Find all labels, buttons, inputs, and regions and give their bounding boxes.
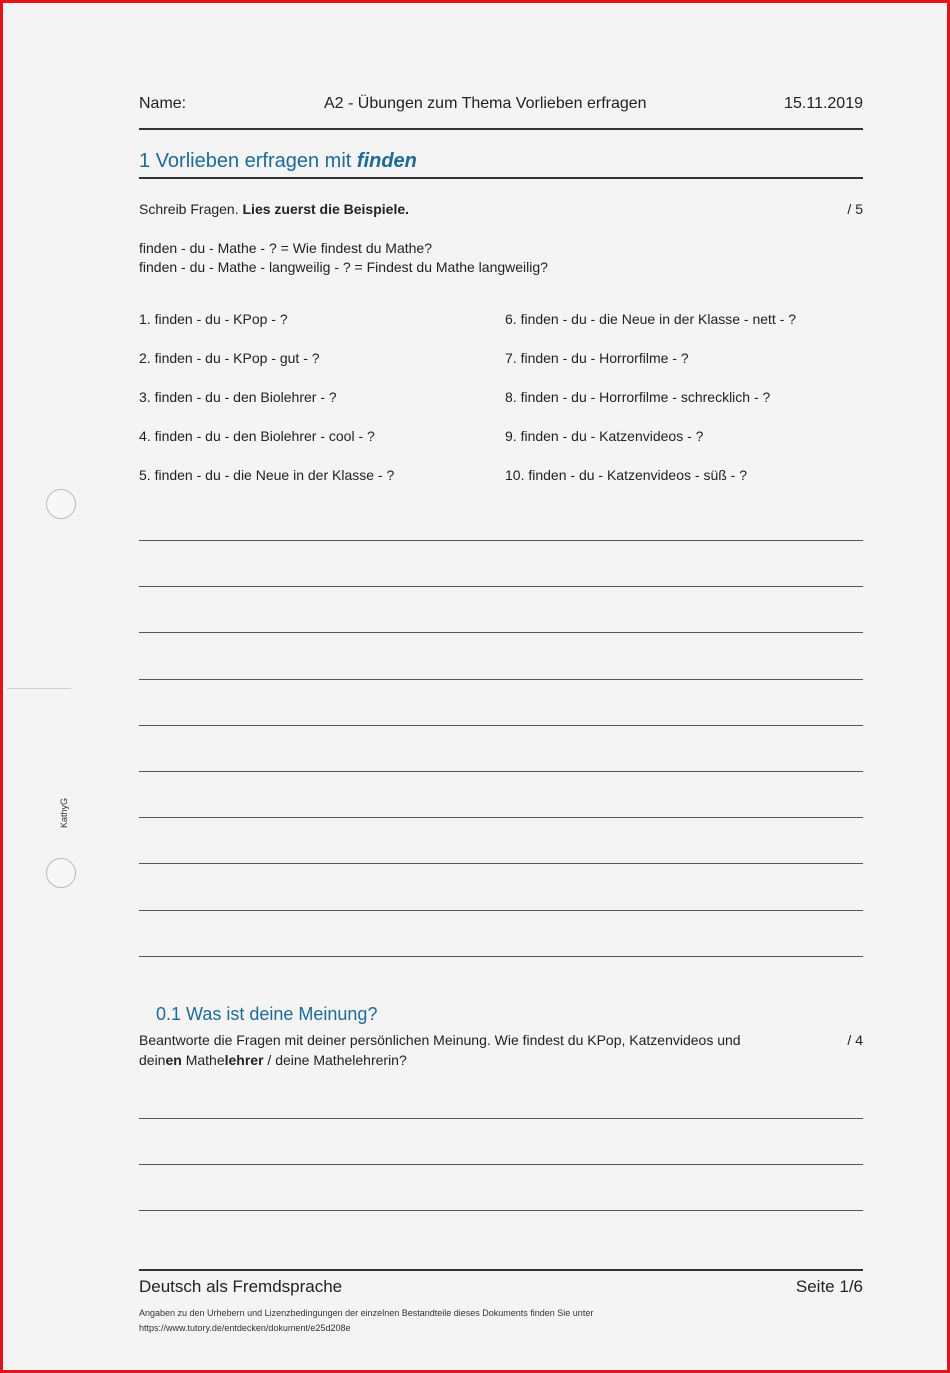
footer-credits-link[interactable]: https://www.tutory.de/entdecken/dokument/e25d208e — [139, 1323, 351, 1333]
line2-part-a: dein — [139, 1052, 166, 1068]
name-label: Name: — [139, 95, 187, 112]
line2-part-b: en — [165, 1052, 182, 1068]
section-1-instruction — [139, 201, 409, 217]
answer-line[interactable] — [139, 725, 863, 726]
footer-subject: Deutsch als Fremdsprache — [139, 1277, 343, 1296]
answer-line[interactable] — [139, 956, 863, 957]
answer-line[interactable] — [139, 1118, 863, 1119]
answer-line[interactable] — [139, 679, 863, 680]
section-2-instruction-line-1: Beantworte die Fragen mit deiner persönlichen Meinung. Wie findest du KPop, Katzenvideos und — [139, 1032, 741, 1048]
section-2-title: 0.1 Was ist deine Meinung? — [156, 1004, 378, 1024]
section-1-title-text: 1 Vorlieben erfragen mit — [139, 150, 357, 172]
worksheet-title: A2 - Übungen zum Thema Vorlieben erfragen — [324, 95, 647, 112]
instruction-text: Schreib Fragen. — [139, 201, 243, 217]
answer-line[interactable] — [139, 817, 863, 818]
fold-mark — [7, 688, 71, 689]
answer-line[interactable] — [139, 632, 863, 633]
footer-credits-line-1: Angaben zu den Urhebern und Lizenzbedingungen der einzelnen Bestandteile dieses Dokuments finden Sie unter — [139, 1308, 594, 1318]
exercise-item-6: 6. finden - du - die Neue in der Klasse - nett - ? — [505, 311, 797, 327]
exercise-item-1: 1. finden - du - KPop - ? — [139, 311, 288, 327]
section-1-title — [139, 150, 417, 173]
exercise-item-7: 7. finden - du - Horrorfilme - ? — [505, 350, 689, 366]
exercise-item-5: 5. finden - du - die Neue in der Klasse - ? — [139, 467, 395, 483]
worksheet-header — [139, 95, 863, 119]
line2-part-e: / deine Mathelehrerin? — [263, 1052, 407, 1068]
section-2-instruction-line-2 — [139, 1052, 407, 1068]
answer-line[interactable] — [139, 1210, 863, 1211]
exercise-item-8: 8. finden - du - Horrorfilme - schrecklich - ? — [505, 389, 771, 405]
section-1-title-emphasis: finden — [356, 150, 417, 172]
footer-rule — [139, 1269, 863, 1271]
punch-hole-top — [46, 489, 76, 519]
line2-part-c: Mathe — [181, 1052, 225, 1068]
answer-line[interactable] — [139, 540, 863, 541]
line2-part-d: lehrer — [224, 1052, 264, 1068]
footer-page-number: Seite 1/6 — [795, 1277, 863, 1296]
exercise-item-9: 9. finden - du - Katzenvideos - ? — [505, 428, 704, 444]
exercise-item-4: 4. finden - du - den Biolehrer - cool - ? — [139, 428, 375, 444]
exercise-item-10: 10. finden - du - Katzenvideos - süß - ? — [505, 467, 748, 483]
section-1-rule — [139, 177, 863, 179]
answer-line[interactable] — [139, 586, 863, 587]
answer-line[interactable] — [139, 910, 863, 911]
punch-hole-bottom — [46, 858, 76, 888]
exercise-item-3: 3. finden - du - den Biolehrer - ? — [139, 389, 337, 405]
header-rule — [139, 128, 863, 130]
exercise-item-2: 2. finden - du - KPop - gut - ? — [139, 350, 320, 366]
worksheet-date: 15.11.2019 — [784, 95, 863, 112]
example-2: finden - du - Mathe - langweilig - ? = Findest du Mathe langweilig? — [139, 259, 548, 275]
example-1: finden - du - Mathe - ? = Wie findest du Mathe? — [139, 240, 432, 256]
section-2-points: / 4 — [847, 1032, 863, 1048]
answer-line[interactable] — [139, 1164, 863, 1165]
answer-line[interactable] — [139, 771, 863, 772]
author-label: KathyG — [59, 797, 69, 829]
instruction-bold: Lies zuerst die Beispiele. — [242, 201, 410, 217]
answer-line[interactable] — [139, 863, 863, 864]
section-1-points: / 5 — [847, 201, 863, 217]
